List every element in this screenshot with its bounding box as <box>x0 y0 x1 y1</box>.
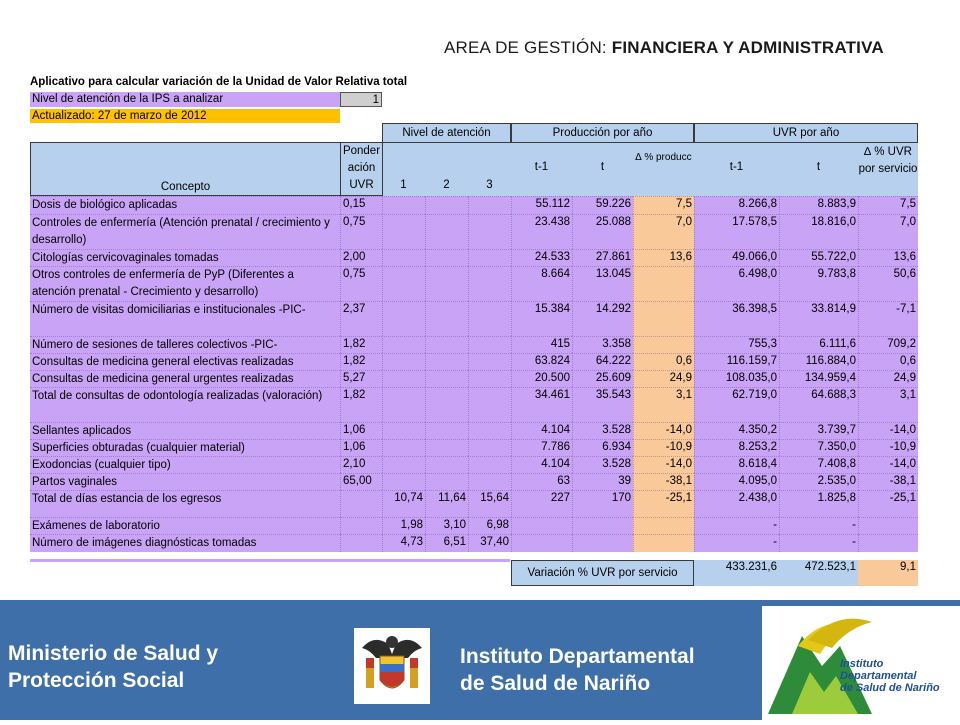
institute-line-1: Instituto Departamental <box>460 645 695 668</box>
col-ponderacion: Ponder ación UVR <box>340 142 383 196</box>
cell-ut: - <box>779 534 858 552</box>
cell-pt: 14.292 <box>572 301 633 336</box>
cell-pt1: 227 <box>511 490 572 517</box>
cell-n2: 3,10 <box>425 517 468 534</box>
total-label: Variación % UVR por servicio <box>511 560 694 586</box>
ministry-name <box>8 640 218 694</box>
logo-text-line-2: Departamental <box>840 670 917 682</box>
cell-pt <box>572 534 633 552</box>
cell-pt1: 63 <box>511 473 572 490</box>
cell-up: -38,1 <box>858 473 918 490</box>
cell-pt1: 63.824 <box>511 353 572 370</box>
cell-n2 <box>425 249 468 266</box>
cell-pond: 2,10 <box>340 456 382 473</box>
cell-up: 709,2 <box>858 336 918 353</box>
cell-pt: 3.358 <box>572 336 633 353</box>
cell-concepto: Superficies obturadas (cualquier material) <box>30 439 340 456</box>
cell-ut1: 17.578,5 <box>694 214 779 249</box>
cell-pt1 <box>511 534 572 552</box>
cell-pond: 65,00 <box>340 473 382 490</box>
cell-ut: 9.783,8 <box>779 266 858 301</box>
cell-ut1: 116.159,7 <box>694 353 779 370</box>
total-uvr-t: 472.523,1 <box>779 560 858 586</box>
cell-pt: 3.528 <box>572 422 633 439</box>
cell-up <box>858 534 918 552</box>
cell-n2 <box>425 353 468 370</box>
cell-n2 <box>425 336 468 353</box>
cell-concepto: Partos vaginales <box>30 473 340 490</box>
cell-n3 <box>468 422 511 439</box>
cell-n2 <box>425 214 468 249</box>
cell-pond: 0,75 <box>340 266 382 301</box>
cell-n1 <box>382 353 425 370</box>
cell-pt1: 34.461 <box>511 387 572 422</box>
cell-ut: 1.825,8 <box>779 490 858 517</box>
cell-concepto: Número de visitas domiciliarias e institucionales -PIC- <box>30 301 340 336</box>
col-nivel-2: 2 <box>443 179 450 191</box>
area-name: FINANCIERA Y ADMINISTRATIVA <box>611 38 884 57</box>
col-uvr-pct: ∆ % UVR por servicio <box>858 146 918 175</box>
cell-pp: 13,6 <box>633 249 694 266</box>
cell-n3: 37,40 <box>468 534 511 552</box>
cell-pt: 35.543 <box>572 387 633 422</box>
cell-pt: 170 <box>572 490 633 517</box>
cell-pt: 25.088 <box>572 214 633 249</box>
cell-pt1: 8.664 <box>511 266 572 301</box>
cell-n2 <box>425 422 468 439</box>
cell-pt1: 7.786 <box>511 439 572 456</box>
area-title <box>444 38 884 58</box>
cell-n1 <box>382 214 425 249</box>
cell-pond <box>340 534 382 552</box>
cell-n3 <box>468 370 511 387</box>
cell-n1: 4,73 <box>382 534 425 552</box>
cell-up: -14,0 <box>858 422 918 439</box>
cell-n3 <box>468 266 511 301</box>
cell-concepto: Citologías cervicovaginales tomadas <box>30 249 340 266</box>
cell-n1 <box>382 456 425 473</box>
cell-n1 <box>382 439 425 456</box>
cell-pt: 6.934 <box>572 439 633 456</box>
logo-text <box>840 658 940 694</box>
cell-up: 13,6 <box>858 249 918 266</box>
cell-up: -10,9 <box>858 439 918 456</box>
cell-ut: 7.350,0 <box>779 439 858 456</box>
cell-pp: 0,6 <box>633 353 694 370</box>
cell-n1 <box>382 370 425 387</box>
cell-n2 <box>425 370 468 387</box>
cell-ut1: 2.438,0 <box>694 490 779 517</box>
cell-pt1: 15.384 <box>511 301 572 336</box>
cell-n3 <box>468 196 511 214</box>
cell-ut: - <box>779 517 858 534</box>
table-bottom-strip <box>30 559 510 562</box>
logo-text-line-3: de Salud de Nariño <box>840 682 940 694</box>
cell-pond: 1,82 <box>340 336 382 353</box>
area-prefix: AREA DE GESTIÓN: <box>444 38 612 57</box>
cell-n2 <box>425 387 468 422</box>
cell-concepto: Consultas de medicina general electivas realizadas <box>30 353 340 370</box>
cell-ut1: 36.398,5 <box>694 301 779 336</box>
total-uvr-pct: 9,1 <box>858 560 918 586</box>
level-label: Nivel de atención de la IPS a analizar <box>30 92 340 107</box>
cell-up <box>858 517 918 534</box>
cell-n3: 15,64 <box>468 490 511 517</box>
cell-concepto: Sellantes aplicados <box>30 422 340 439</box>
app-title: Aplicativo para calcular variación de la Unidad de Valor Relativa total <box>30 76 408 88</box>
institute-line-2: de Salud de Nariño <box>460 672 651 695</box>
cell-n1 <box>382 196 425 214</box>
cell-concepto: Exodoncias (cualquier tipo) <box>30 456 340 473</box>
cell-n3 <box>468 214 511 249</box>
cell-pt <box>572 517 633 534</box>
cell-pond: 1,06 <box>340 439 382 456</box>
cell-concepto: Total de consultas de odontología realizadas (valoración) <box>30 387 340 422</box>
cell-up: 3,1 <box>858 387 918 422</box>
col-prod-t1: t-1 <box>534 161 549 173</box>
col-nivel-1: 1 <box>400 179 407 191</box>
cell-n1 <box>382 473 425 490</box>
cell-ut: 116.884,0 <box>779 353 858 370</box>
cell-ut: 134.959,4 <box>779 370 858 387</box>
cell-pt: 39 <box>572 473 633 490</box>
cell-pt1: 23.438 <box>511 214 572 249</box>
cell-pt: 25.609 <box>572 370 633 387</box>
cell-n2 <box>425 439 468 456</box>
cell-ut: 18.816,0 <box>779 214 858 249</box>
cell-n2 <box>425 196 468 214</box>
cell-ut: 7.408,8 <box>779 456 858 473</box>
cell-ut: 6.111,6 <box>779 336 858 353</box>
cell-up: 24,9 <box>858 370 918 387</box>
cell-n2: 6,51 <box>425 534 468 552</box>
cell-concepto: Número de sesiones de talleres colectivos -PIC- <box>30 336 340 353</box>
cell-pp: 7,5 <box>633 196 694 214</box>
cell-ut: 3.739,7 <box>779 422 858 439</box>
cell-ut: 2.535,0 <box>779 473 858 490</box>
col-nivel-3: 3 <box>486 179 493 191</box>
cell-ut1: 62.719,0 <box>694 387 779 422</box>
cell-n2 <box>425 473 468 490</box>
cell-ut1: - <box>694 517 779 534</box>
cell-pond <box>340 490 382 517</box>
cell-up: 0,6 <box>858 353 918 370</box>
cell-ut1: 8.266,8 <box>694 196 779 214</box>
total-uvr-t1: 433.231,6 <box>694 560 779 586</box>
cell-ut: 55.722,0 <box>779 249 858 266</box>
col-prod-t: t <box>600 161 605 173</box>
cell-up: 7,5 <box>858 196 918 214</box>
cell-pp: 7,0 <box>633 214 694 249</box>
cell-concepto: Dosis de biológico aplicadas <box>30 196 340 214</box>
cell-concepto: Número de imágenes diagnósticas tomadas <box>30 534 340 552</box>
cell-n3 <box>468 353 511 370</box>
cell-ut: 64.688,3 <box>779 387 858 422</box>
cell-pp <box>633 301 694 336</box>
cell-pond: 1,82 <box>340 387 382 422</box>
group-nivel: Nivel de atención <box>382 123 511 143</box>
cell-pp: 3,1 <box>633 387 694 422</box>
cell-pt1: 55.112 <box>511 196 572 214</box>
cell-up: -7,1 <box>858 301 918 336</box>
cell-ut: 33.814,9 <box>779 301 858 336</box>
cell-pt1: 20.500 <box>511 370 572 387</box>
cell-pt: 59.226 <box>572 196 633 214</box>
cell-pt1: 24.533 <box>511 249 572 266</box>
cell-n2: 11,64 <box>425 490 468 517</box>
cell-pt1 <box>511 517 572 534</box>
colombia-coat-of-arms-icon <box>354 628 430 704</box>
cell-ut1: 4.095,0 <box>694 473 779 490</box>
uvr-spreadsheet <box>30 72 918 600</box>
cell-concepto: Exámenes de laboratorio <box>30 517 340 534</box>
cell-pt: 27.861 <box>572 249 633 266</box>
cell-n1 <box>382 336 425 353</box>
ids-narino-logo <box>762 606 960 720</box>
institute-name <box>460 643 695 697</box>
ministry-line-1: Ministerio de Salud y <box>8 642 219 665</box>
cell-n3 <box>468 456 511 473</box>
ministry-line-2: Protección Social <box>8 669 185 692</box>
cell-up: -14,0 <box>858 456 918 473</box>
cell-n1 <box>382 266 425 301</box>
cell-n3 <box>468 301 511 336</box>
cell-pond: 2,00 <box>340 249 382 266</box>
col-prod-pct: ∆ % producc <box>635 152 692 163</box>
cell-pt1: 4.104 <box>511 422 572 439</box>
cell-pp: -10,9 <box>633 439 694 456</box>
cell-pond: 2,37 <box>340 301 382 336</box>
cell-pp: -14,0 <box>633 422 694 439</box>
cell-ut1: 4.350,2 <box>694 422 779 439</box>
cell-ut1: 49.066,0 <box>694 249 779 266</box>
cell-pond: 1,82 <box>340 353 382 370</box>
cell-ut1: 755,3 <box>694 336 779 353</box>
cell-pp <box>633 336 694 353</box>
cell-n3 <box>468 336 511 353</box>
cell-pp: -38,1 <box>633 473 694 490</box>
cell-pt1: 4.104 <box>511 456 572 473</box>
cell-pp: -14,0 <box>633 456 694 473</box>
cell-ut: 8.883,9 <box>779 196 858 214</box>
cell-pond <box>340 517 382 534</box>
cell-ut1: 108.035,0 <box>694 370 779 387</box>
cell-n1: 1,98 <box>382 517 425 534</box>
header-blank <box>30 123 382 142</box>
cell-ut1: - <box>694 534 779 552</box>
updated-label: Actualizado: 27 de marzo de 2012 <box>30 109 340 124</box>
cell-ut1: 6.498,0 <box>694 266 779 301</box>
cell-n3 <box>468 249 511 266</box>
cell-pond: 0,15 <box>340 196 382 214</box>
cell-up: -25,1 <box>858 490 918 517</box>
cell-concepto: Otros controles de enfermería de PyP (Diferentes a atención prenatal - Crecimiento y desarrollo) <box>30 266 340 301</box>
cell-pt1: 415 <box>511 336 572 353</box>
col-uvr-t: t <box>816 161 821 173</box>
cell-pond: 5,27 <box>340 370 382 387</box>
logo-text-line-1: Instituto <box>840 658 884 670</box>
cell-n3: 6,98 <box>468 517 511 534</box>
cell-up: 7,0 <box>858 214 918 249</box>
cell-concepto: Consultas de medicina general urgentes realizadas <box>30 370 340 387</box>
level-input[interactable]: 1 <box>340 92 382 107</box>
cell-n1: 10,74 <box>382 490 425 517</box>
cell-n2 <box>425 266 468 301</box>
cell-n3 <box>468 473 511 490</box>
cell-pp: -25,1 <box>633 490 694 517</box>
cell-pt: 64.222 <box>572 353 633 370</box>
cell-concepto: Controles de enfermería (Atención prenatal / crecimiento y desarrollo) <box>30 214 340 249</box>
cell-pond: 0,75 <box>340 214 382 249</box>
cell-n1 <box>382 249 425 266</box>
col-uvr-t1: t-1 <box>729 161 744 173</box>
cell-n2 <box>425 301 468 336</box>
cell-pp <box>633 534 694 552</box>
cell-pp <box>633 266 694 301</box>
cell-ut1: 8.253,2 <box>694 439 779 456</box>
cell-n3 <box>468 387 511 422</box>
cell-pt: 13.045 <box>572 266 633 301</box>
cell-n3 <box>468 439 511 456</box>
group-uvr: UVR por año <box>694 123 918 143</box>
cell-n1 <box>382 387 425 422</box>
cell-ut1: 8.618,4 <box>694 456 779 473</box>
cell-concepto: Total de días estancia de los egresos <box>30 490 340 517</box>
cell-n1 <box>382 301 425 336</box>
group-produccion: Producción por año <box>511 123 694 143</box>
cell-n1 <box>382 422 425 439</box>
cell-pt: 3.528 <box>572 456 633 473</box>
cell-pond: 1,06 <box>340 422 382 439</box>
cell-n2 <box>425 456 468 473</box>
cell-up: 50,6 <box>858 266 918 301</box>
cell-pp: 24,9 <box>633 370 694 387</box>
col-concepto: Concepto <box>30 142 341 196</box>
cell-pp <box>633 517 694 534</box>
